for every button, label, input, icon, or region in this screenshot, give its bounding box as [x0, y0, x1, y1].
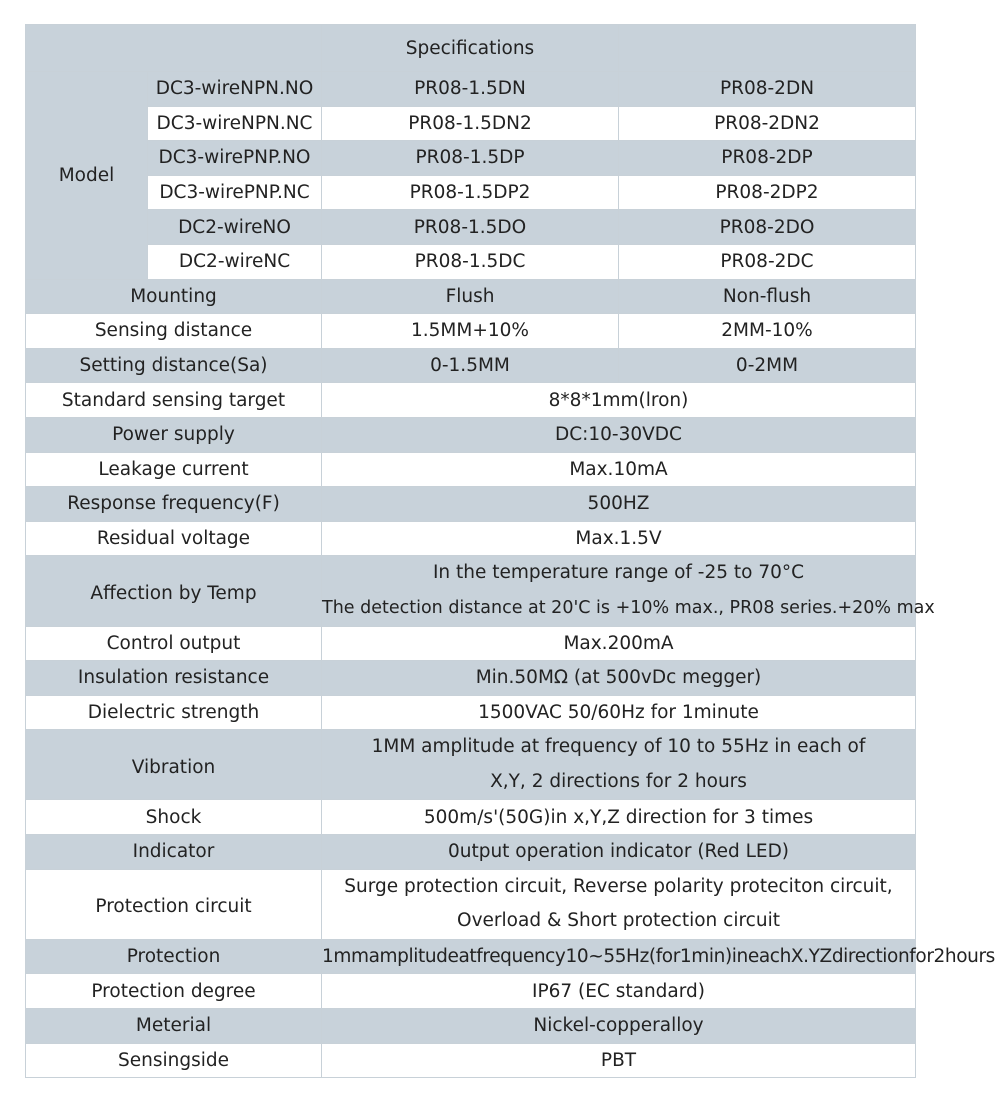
spec-row: [26, 556, 916, 626]
spec-row: [26, 869, 916, 939]
spec-row: [26, 661, 916, 696]
spec-value: Max.200mA: [322, 626, 916, 661]
model-code-a: PR08-1.5DN: [322, 72, 619, 107]
model-row: [26, 210, 916, 245]
spec-value-line-2: The detection distance at 20'C is +10% max., PR08 series.+20% max: [322, 597, 935, 618]
spec-value-line-2: Overload & Short protection circuit: [457, 910, 780, 932]
spec-row: [26, 835, 916, 870]
spec-label: Dielectric strength: [26, 695, 322, 730]
spec-value: [322, 556, 935, 626]
spec-value: 0utput operation indicator (Red LED): [322, 835, 916, 870]
model-row: [26, 106, 916, 141]
spec-value-b: Non-flush: [619, 279, 916, 314]
model-label: Model: [26, 72, 148, 280]
spec-row: [26, 730, 916, 800]
model-code-a: PR08-1.5DO: [322, 210, 619, 245]
spec-label: Protection circuit: [26, 869, 322, 939]
spec-row: [26, 974, 916, 1009]
spec-row: [26, 314, 916, 349]
spec-label: Insulation resistance: [26, 661, 322, 696]
model-row: [26, 175, 916, 210]
spec-label: Indicator: [26, 835, 322, 870]
spec-value-line-1: In the temperature range of -25 to 70°C: [432, 562, 805, 584]
model-type: DC2-wireNC: [148, 244, 322, 279]
spec-value: [322, 730, 916, 800]
spec-value-line-2: X,Y, 2 directions for 2 hours: [490, 770, 747, 792]
spec-row: [26, 626, 916, 661]
spec-value: Nickel-copperalloy: [322, 1009, 916, 1044]
spec-value: 1500VAC 50/60Hz for 1minute: [322, 695, 916, 730]
spec-row: [26, 521, 916, 556]
model-code-a: PR08-1.5DP2: [322, 175, 619, 210]
spec-value: PBT: [322, 1043, 916, 1078]
spec-value: IP67 (EC standard): [322, 974, 916, 1009]
spec-value: 1mmamplitudeatfrequency10~55Hz(for1min)ineachX.YZdirectionfor2hours: [322, 939, 916, 974]
model-row: [26, 244, 916, 279]
spec-label: Power supply: [26, 417, 322, 452]
header-blank-cell: [619, 25, 916, 72]
model-code-b: PR08-2DN: [619, 72, 916, 107]
model-code-b: PR08-2DO: [619, 210, 916, 245]
spec-row: [26, 348, 916, 383]
spec-label: Leakage current: [26, 452, 322, 487]
model-code-b: PR08-2DP: [619, 141, 916, 176]
spec-value: Max.1.5V: [322, 521, 916, 556]
spec-value-line-1: 1MM amplitude at frequency of 10 to 55Hz in each of: [371, 736, 866, 758]
spec-label: Vibration: [26, 730, 322, 800]
spec-row: [26, 800, 916, 835]
spec-label: Residual voltage: [26, 521, 322, 556]
spec-row: [26, 1009, 916, 1044]
spec-label: Response frequency(F): [26, 487, 322, 522]
spec-label: Sensing distance: [26, 314, 322, 349]
model-code-a: PR08-1.5DN2: [322, 106, 619, 141]
spec-label: Shock: [26, 800, 322, 835]
spec-row: [26, 279, 916, 314]
spec-value-b: 0-2MM: [619, 348, 916, 383]
header-blank-cell: [26, 25, 322, 72]
spec-row: [26, 417, 916, 452]
spec-row: [26, 695, 916, 730]
spec-row: [26, 383, 916, 418]
spec-label: Setting distance(Sa): [26, 348, 322, 383]
spec-value: Min.50MΩ (at 500vDc megger): [322, 661, 916, 696]
spec-label: Sensingside: [26, 1043, 322, 1078]
spec-row: [26, 1043, 916, 1078]
model-type: DC3-wireNPN.NC: [148, 106, 322, 141]
spec-row: [26, 487, 916, 522]
model-code-b: PR08-2DP2: [619, 175, 916, 210]
spec-label: Protection: [26, 939, 322, 974]
spec-value: DC:10-30VDC: [322, 417, 916, 452]
spec-value-a: 1.5MM+10%: [322, 314, 619, 349]
spec-value: 500HZ: [322, 487, 916, 522]
spec-value-a: Flush: [322, 279, 619, 314]
spec-value: [322, 869, 916, 939]
model-type: DC3-wirePNP.NC: [148, 175, 322, 210]
spec-value: Max.10mA: [322, 452, 916, 487]
spec-label: Control output: [26, 626, 322, 661]
model-type: DC3-wireNPN.NO: [148, 72, 322, 107]
model-type: DC3-wirePNP.NO: [148, 141, 322, 176]
model-code-a: PR08-1.5DC: [322, 244, 619, 279]
spec-label: Mounting: [26, 279, 322, 314]
spec-label: Protection degree: [26, 974, 322, 1009]
spec-value-b: 2MM-10%: [619, 314, 916, 349]
model-row: [26, 72, 916, 107]
model-row: [26, 141, 916, 176]
specifications-table: [25, 24, 995, 1078]
spec-value-line-1: Surge protection circuit, Reverse polarity proteciton circuit,: [344, 875, 893, 897]
model-type: DC2-wireNO: [148, 210, 322, 245]
spec-label: Standard sensing target: [26, 383, 322, 418]
spec-value: 500m/s'(50G)in x,Y,Z direction for 3 times: [322, 800, 916, 835]
model-code-a: PR08-1.5DP: [322, 141, 619, 176]
table-title: Specifications: [322, 25, 619, 72]
spec-label: Affection by Temp: [26, 556, 322, 626]
spec-row: [26, 452, 916, 487]
spec-row: [26, 939, 916, 974]
spec-value: 8*8*1mm(lron): [322, 383, 916, 418]
model-code-b: PR08-2DN2: [619, 106, 916, 141]
header-row: [26, 25, 916, 72]
spec-value-a: 0-1.5MM: [322, 348, 619, 383]
spec-label: Meterial: [26, 1009, 322, 1044]
model-code-b: PR08-2DC: [619, 244, 916, 279]
